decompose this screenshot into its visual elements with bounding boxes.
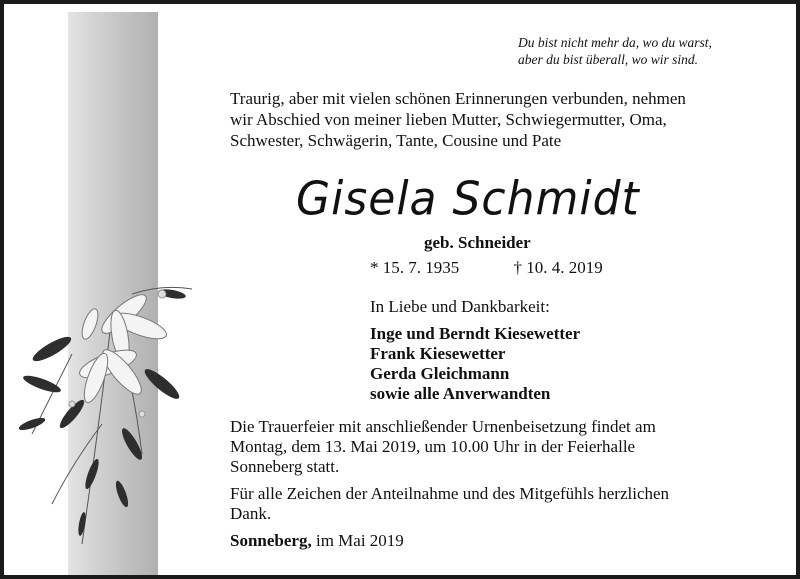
life-dates: [370, 258, 603, 278]
ceremony-line: Montag, dem 13. Mai 2019, um 10.00 Uhr in der Feierhalle: [230, 437, 636, 456]
signoff-place: Sonneberg,: [230, 531, 312, 550]
gratitude-line: Für alle Zeichen der Anteilnahme und des Mitgefühls herzlichen: [230, 484, 670, 503]
intro-line: Schwester, Schwägerin, Tante, Cousine und Pate: [230, 131, 562, 150]
mourner: Inge und Berndt Kiesewetter: [370, 324, 581, 343]
mourner: sowie alle Anverwandten: [370, 384, 551, 403]
ceremony-line: Sonneberg statt.: [230, 457, 340, 476]
motto-line: Du bist nicht mehr da, wo du warst,: [518, 35, 712, 50]
birth-name: geb. Schneider: [424, 233, 531, 252]
lily-bouquet-icon: [12, 254, 212, 554]
motto: [518, 34, 748, 68]
mourner: Frank Kiesewetter: [370, 344, 506, 363]
signoff: [230, 531, 404, 551]
intro-line: Traurig, aber mit vielen schönen Erinnerungen verbunden, nehmen: [230, 89, 686, 108]
gratitude-paragraph: [230, 484, 750, 524]
thanks-line: In Liebe und Dankbarkeit:: [370, 297, 550, 316]
deceased-name: Gisela Schmidt: [296, 172, 640, 227]
mourners-list: [370, 324, 580, 404]
intro-paragraph: [230, 88, 760, 151]
birth-date: * 15. 7. 1935: [370, 258, 460, 277]
signoff-date: im Mai 2019: [315, 531, 404, 550]
motto-line: aber du bist überall, wo wir sind.: [518, 52, 699, 67]
intro-line: wir Abschied von meiner lieben Mutter, Schwiegermutter, Oma,: [230, 110, 667, 129]
ceremony-line: Die Trauerfeier mit anschließender Urnenbeisetzung findet am: [230, 417, 656, 436]
gratitude-line: Dank.: [230, 504, 272, 523]
death-date: † 10. 4. 2019: [513, 258, 603, 277]
mourner: Gerda Gleichmann: [370, 364, 510, 383]
ceremony-paragraph: [230, 417, 750, 477]
